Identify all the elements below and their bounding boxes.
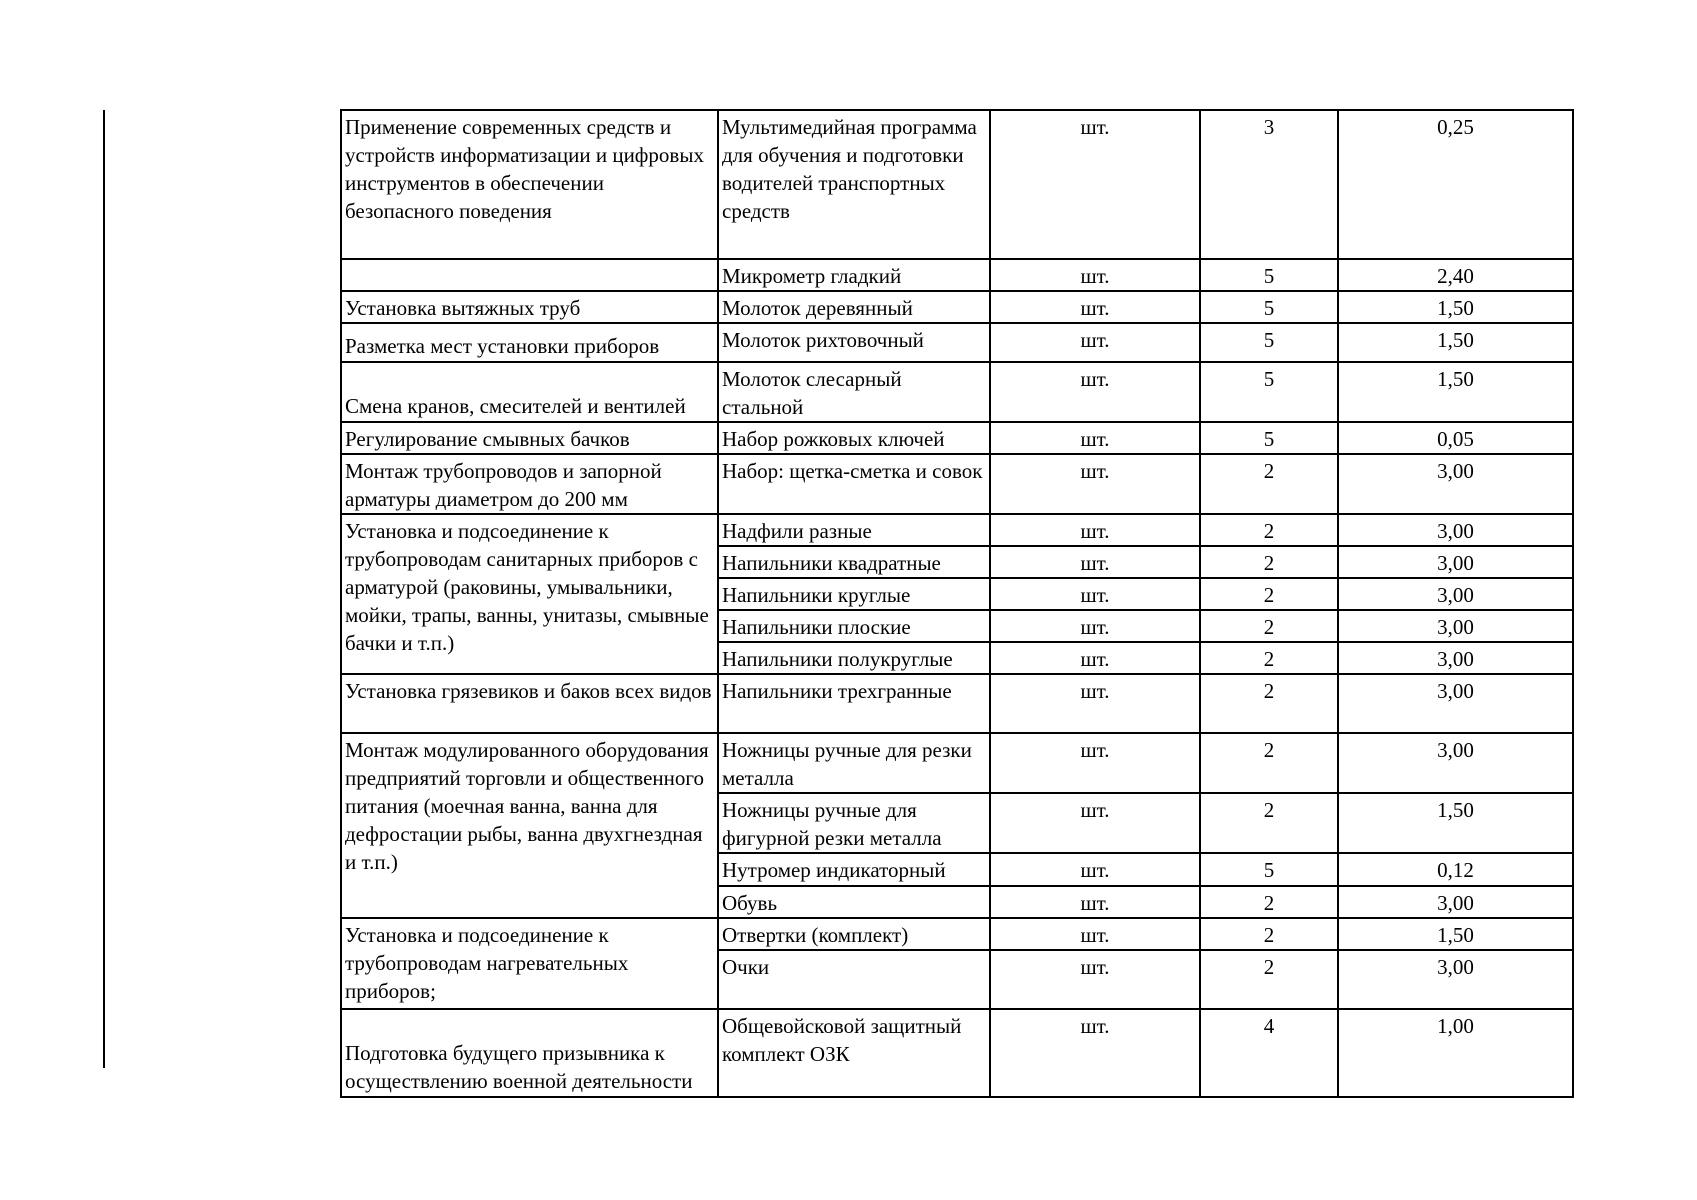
cell-quantity: 2 [1200, 642, 1338, 674]
cell-unit: шт. [990, 950, 1200, 1009]
cell-unit: шт. [990, 853, 1200, 886]
cell-item-name: Напильники трехгранные [718, 674, 990, 733]
cell-item-name: Очки [718, 950, 990, 1009]
cell-purpose: Установка грязевиков и баков всех видов [341, 674, 718, 733]
cell-unit: шт. [990, 642, 1200, 674]
cell-quantity: 4 [1200, 1009, 1338, 1097]
cell-item-name: Ножницы ручные для фигурной резки металла [718, 793, 990, 853]
cell-purpose: Разметка мест установки приборов [341, 323, 718, 362]
cell-item-name: Напильники квадратные [718, 546, 990, 578]
cell-quantity: 2 [1200, 793, 1338, 853]
cell-quantity: 5 [1200, 291, 1338, 323]
cell-unit: шт. [990, 454, 1200, 514]
cell-term: 0,05 [1338, 422, 1573, 454]
cell-quantity: 2 [1200, 514, 1338, 546]
cell-item-name: Набор рожковых ключей [718, 422, 990, 454]
cell-term: 0,25 [1338, 110, 1573, 259]
cell-quantity: 2 [1200, 454, 1338, 514]
cell-unit: шт. [990, 362, 1200, 422]
cell-term: 3,00 [1338, 642, 1573, 674]
cell-quantity: 5 [1200, 259, 1338, 291]
cell-quantity: 2 [1200, 610, 1338, 642]
cell-unit: шт. [990, 886, 1200, 918]
cell-purpose [341, 259, 718, 291]
cell-item-name: Напильники круглые [718, 578, 990, 610]
cell-quantity: 2 [1200, 546, 1338, 578]
cell-quantity: 5 [1200, 323, 1338, 362]
table-row [341, 918, 1573, 950]
cell-item-name: Молоток деревянный [718, 291, 990, 323]
table-row [341, 674, 1573, 733]
cell-item-name: Обувь [718, 886, 990, 918]
table-row [341, 110, 1573, 259]
cell-quantity: 5 [1200, 422, 1338, 454]
cell-item-name: Микрометр гладкий [718, 259, 990, 291]
cell-quantity: 2 [1200, 886, 1338, 918]
cell-unit: шт. [990, 259, 1200, 291]
cell-unit: шт. [990, 110, 1200, 259]
cell-item-name: Надфили разные [718, 514, 990, 546]
cell-item-name: Молоток рихтовочный [718, 323, 990, 362]
cell-term: 1,50 [1338, 793, 1573, 853]
table-row [341, 733, 1573, 793]
equipment-table [340, 109, 1574, 1098]
cell-unit: шт. [990, 918, 1200, 950]
cell-term: 3,00 [1338, 733, 1573, 793]
cell-item-name: Молоток слесарный стальной [718, 362, 990, 422]
cell-item-name: Отвертки (комплект) [718, 918, 990, 950]
cell-quantity: 2 [1200, 918, 1338, 950]
cell-purpose: Подготовка будущего призывника к осуществлению военной деятельности [341, 1009, 718, 1097]
cell-purpose: Установка и подсоединение к трубопроводам нагревательных приборов; [341, 918, 718, 1009]
cell-quantity: 2 [1200, 950, 1338, 1009]
cell-unit: шт. [990, 546, 1200, 578]
cell-item-name: Набор: щетка-сметка и совок [718, 454, 990, 514]
cell-purpose: Применение современных средств и устройств информатизации и цифровых инструментов в обеспечении безопасного поведения [341, 110, 718, 259]
cell-term: 3,00 [1338, 674, 1573, 733]
cell-quantity: 2 [1200, 674, 1338, 733]
table-row [341, 422, 1573, 454]
cell-quantity: 5 [1200, 853, 1338, 886]
table-row [341, 323, 1573, 362]
cell-quantity: 2 [1200, 733, 1338, 793]
cell-quantity: 3 [1200, 110, 1338, 259]
cell-item-name: Напильники плоские [718, 610, 990, 642]
page-margin-rule [103, 110, 105, 1068]
cell-term: 3,00 [1338, 950, 1573, 1009]
cell-unit: шт. [990, 291, 1200, 323]
cell-unit: шт. [990, 422, 1200, 454]
cell-term: 3,00 [1338, 886, 1573, 918]
cell-term: 3,00 [1338, 546, 1573, 578]
cell-term: 1,50 [1338, 291, 1573, 323]
cell-unit: шт. [990, 793, 1200, 853]
cell-unit: шт. [990, 514, 1200, 546]
cell-purpose: Монтаж модулированного оборудования предприятий торговли и общественного питания (моечная ванна, ванна для дефростации рыбы, ванна двухгнездная и т.п.) [341, 733, 718, 918]
cell-term: 3,00 [1338, 610, 1573, 642]
cell-term: 3,00 [1338, 514, 1573, 546]
cell-unit: шт. [990, 578, 1200, 610]
equipment-table-body [341, 110, 1573, 1097]
cell-term: 1,50 [1338, 323, 1573, 362]
cell-purpose: Установка вытяжных труб [341, 291, 718, 323]
cell-term: 1,00 [1338, 1009, 1573, 1097]
cell-term: 1,50 [1338, 918, 1573, 950]
cell-item-name: Ножницы ручные для резки металла [718, 733, 990, 793]
cell-unit: шт. [990, 610, 1200, 642]
cell-item-name: Напильники полукруглые [718, 642, 990, 674]
table-row [341, 514, 1573, 546]
cell-term: 1,50 [1338, 362, 1573, 422]
cell-term: 3,00 [1338, 454, 1573, 514]
cell-purpose: Регулирование смывных бачков [341, 422, 718, 454]
cell-quantity: 2 [1200, 578, 1338, 610]
cell-unit: шт. [990, 1009, 1200, 1097]
cell-item-name: Мультимедийная программа для обучения и подготовки водителей транспортных средств [718, 110, 990, 259]
table-row [341, 1009, 1573, 1097]
cell-unit: шт. [990, 733, 1200, 793]
cell-purpose: Установка и подсоединение к трубопроводам санитарных приборов с арматурой (раковины, умывальники, мойки, трапы, ванны, унитазы, смывные бачки и т.п.) [341, 514, 718, 674]
cell-term: 0,12 [1338, 853, 1573, 886]
cell-purpose: Смена кранов, смесителей и вентилей [341, 362, 718, 422]
cell-item-name: Общевойсковой защитный комплект ОЗК [718, 1009, 990, 1097]
cell-term: 3,00 [1338, 578, 1573, 610]
table-row [341, 362, 1573, 422]
cell-purpose: Монтаж трубопроводов и запорной арматуры диаметром до 200 мм [341, 454, 718, 514]
cell-unit: шт. [990, 674, 1200, 733]
cell-term: 2,40 [1338, 259, 1573, 291]
cell-item-name: Нутромер индикаторный [718, 853, 990, 886]
cell-unit: шт. [990, 323, 1200, 362]
table-row [341, 291, 1573, 323]
table-row [341, 454, 1573, 514]
cell-quantity: 5 [1200, 362, 1338, 422]
table-row [341, 259, 1573, 291]
